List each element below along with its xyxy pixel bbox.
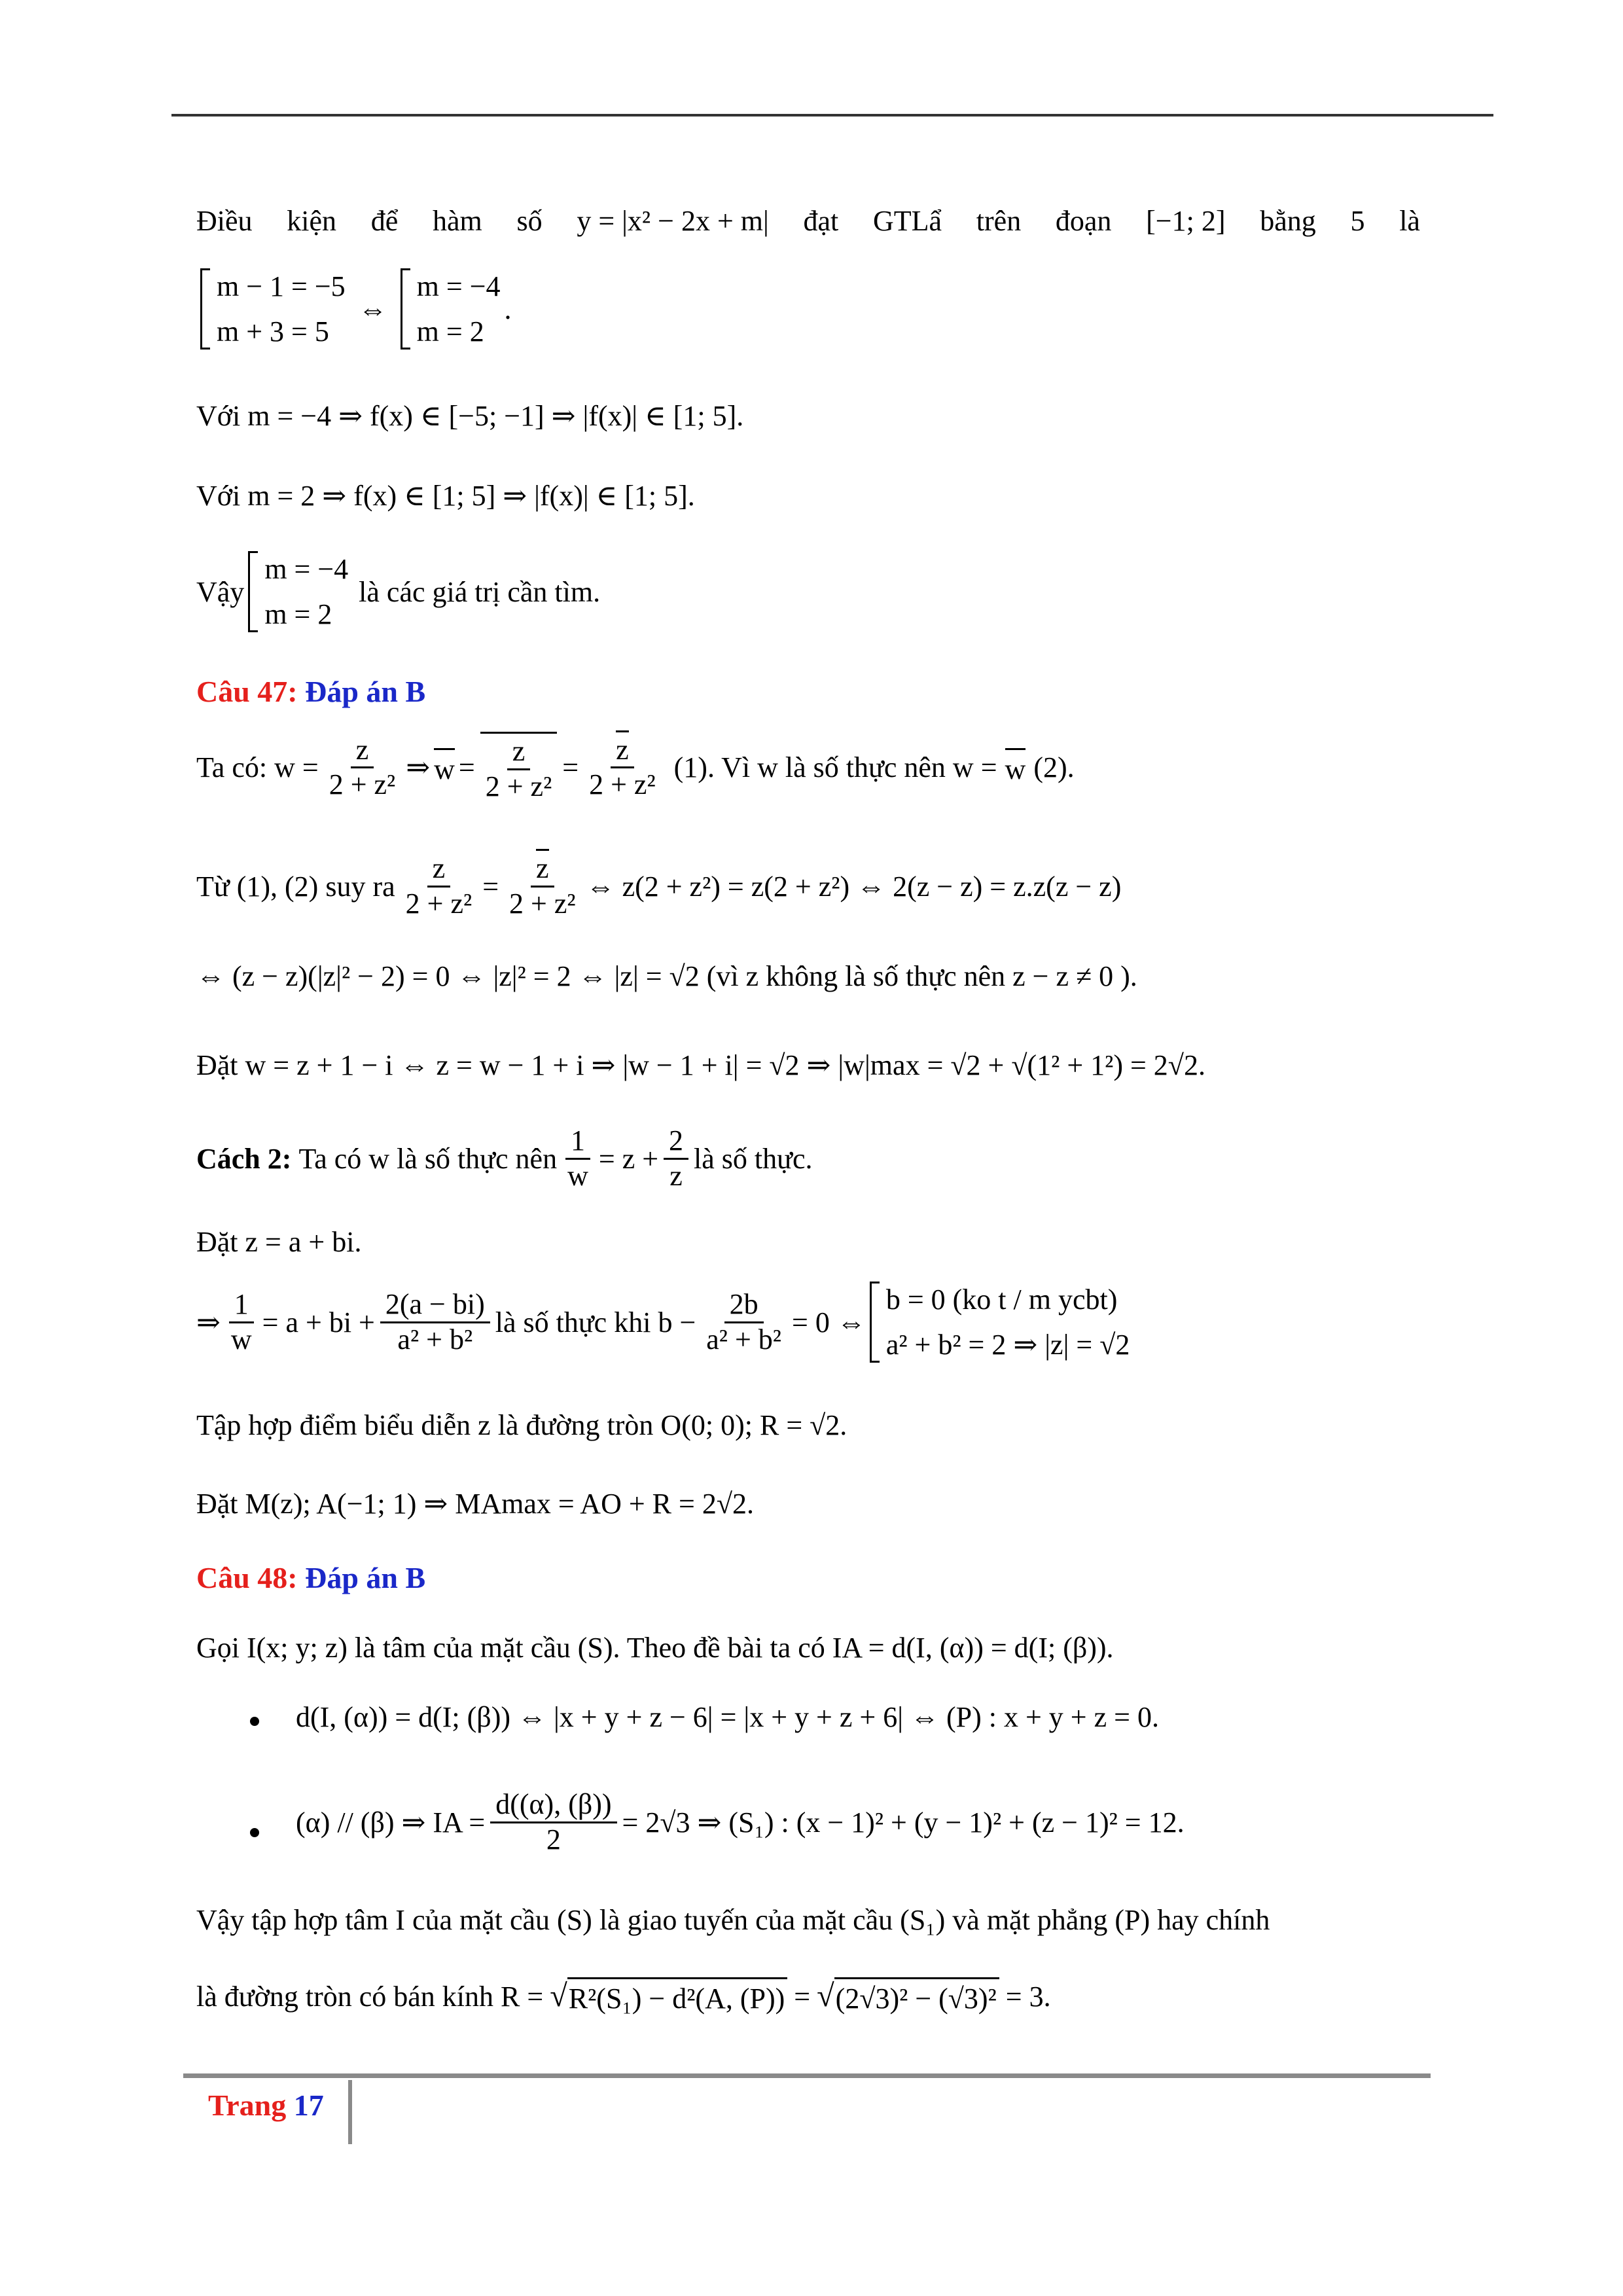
case-row: m = 2 [264,598,332,630]
line-case-m-minus-4: Với m = −4 ⇒ f(x) ∈ [−5; −1] ⇒ |f(x)| ∈ [1; 5]. [196,400,744,432]
text: = 2√3 ⇒ (S₁) : (x − 1)² + (y − 1)² + (z − 1)² = 12. [622,1806,1185,1839]
line-goi-i: Gọi I(x; y; z) là tâm của mặt cầu (S). Theo đề bài ta có IA = d(I, (α)) = d(I; (β)). [196,1632,1114,1664]
word: 5 [1350,205,1365,237]
fraction: $\frac{z}{\text{2 + z²}}$ [405,852,473,920]
formula: y = |x² − 2x + m| [577,205,769,237]
line-cach-2 [196,1124,813,1193]
fraction-conjugate: $\frac{z}{\text{2 + z²}}$ [480,732,558,803]
fraction: $\frac{d((\alpha), (\beta))}{2}$ [490,1788,616,1856]
word: số [516,205,543,237]
interval: [−1; 2] [1146,205,1226,237]
bullet-item-distance: d(I, (α)) = d(I; (β)) ⇔ |x + y + z − 6| = |x + y + z + 6| ⇔ (P) : x + y + z = 0. [296,1701,1159,1733]
case-row: b = 0 (ko t / m ycbt) [885,1283,1118,1316]
line-tap-hop: Tập hợp điểm biểu diễn z là đường tròn O(0; 0); R = √2. [196,1409,847,1441]
case-row: m + 3 = 5 [217,315,329,348]
answer-label: Đáp án B [305,675,426,708]
word: là [1399,205,1420,237]
case-bracket [248,551,348,632]
fraction: $\frac{z}{\text{2 + z²}}$ [329,733,396,801]
text: (2). [1033,751,1075,784]
word: Vậy [196,575,245,608]
word: đạt [803,205,839,237]
equivalence: ⇔ [358,293,387,325]
bottom-rule [183,2073,1431,2078]
square-root: √ (2√3)² − (√3)² [817,1977,999,2017]
bullet-item-parallel [296,1788,1185,1856]
word: GTLẩ [873,205,942,237]
case-line [196,268,512,350]
question-number: Câu 48: [196,1561,298,1594]
bullet [250,1717,259,1726]
conjugate-w: w [434,748,455,787]
method-label: Cách 2: [196,1142,292,1175]
paragraph-condition [196,203,1420,239]
implies: ⇒ [406,751,431,784]
text: là các giá trị cần tìm. [359,575,601,608]
word: Điều [196,205,253,237]
word: bằng [1260,205,1316,237]
case-row: m = −4 [264,553,349,585]
line-dat-z: Đặt z = a + bi. [196,1226,362,1258]
line-case-m-2: Với m = 2 ⇒ f(x) ∈ [1; 5] ⇒ |f(x)| ∈ [1; 5]. [196,480,695,512]
conclusion-line [196,551,600,632]
fraction: $\frac{2(a - bi)}{\text{a² + b²}}$ [380,1288,490,1356]
word: hàm [432,205,482,237]
fraction: $\frac{2b}{\text{a² + b²}}$ [706,1287,781,1355]
question-48-heading [196,1559,425,1597]
text: = 0 ⇔ [792,1306,866,1338]
footer-label: Trang [208,2089,287,2122]
text: là đường tròn có bán kính R = [196,1980,544,2013]
word: kiện [287,205,337,237]
text: = z + [598,1142,659,1175]
word: trên [976,205,1022,237]
period: . [504,293,512,325]
equals: = [482,870,499,903]
square-root: √ R²(S₁) − d²(A, (P)) [550,1977,787,2017]
footer-divider [348,2080,352,2144]
case-bracket [401,268,501,350]
text: Ta có w là số thực nên [298,1142,558,1175]
text: (1). Vì w là số thực nên w = [673,751,997,784]
question-47-heading [196,673,425,711]
text: ⇔ z(2 + z²) = z(2 + z²) ⇔ 2(z − z) = z.z(z − z) [586,870,1122,903]
fraction: $\frac{1}{w}$ [562,1124,594,1193]
question-number: Câu 47: [196,675,298,708]
text: = 3. [1005,1980,1051,2013]
equals: = [794,1980,811,2013]
case-bracket [870,1282,1130,1363]
line-modulus: ⇔ (z − z)(|z|² − 2) = 0 ⇔ |z|² = 2 ⇔ |z| = √2 (vì z không là số thực nên z − z ≠ 0 ). [196,960,1137,992]
line-dat-w: Đặt w = z + 1 − i ⇔ z = w − 1 + i ⇒ |w − 1 + i| = √2 ⇒ |w|max = √2 + √(1² + 1²) = 2√2. [196,1049,1205,1081]
answer-label: Đáp án B [305,1561,426,1594]
line-conclusion: Vậy tập hợp tâm I của mặt cầu (S) là giao tuyến của mặt cầu (S₁) và mặt phẳng (P) hay chính [196,1904,1270,1936]
text: là số thực. [694,1142,813,1175]
equals: = [562,751,579,784]
equals: = [458,751,475,784]
fraction: $\frac{2}{z}$ [664,1124,688,1193]
text: Từ (1), (2) suy ra [196,870,395,903]
fraction: $\frac{1}{w}$ [226,1288,257,1356]
top-rule [171,114,1493,117]
page-footer [208,2088,324,2123]
line-tu-1-2 [196,852,1121,920]
implies: ⇒ [196,1306,221,1338]
line-ta-co [196,732,1075,803]
word: đoạn [1055,205,1112,237]
case-bracket [200,268,346,350]
bullet [250,1828,259,1837]
text: = a + bi + [262,1306,375,1338]
case-row: m − 1 = −5 [217,270,346,302]
word: để [370,205,399,237]
line-dat-m: Đặt M(z); A(−1; 1) ⇒ MAmax = AO + R = 2√2. [196,1488,754,1520]
text: (α) // (β) ⇒ IA = [296,1806,486,1839]
page-number: 17 [293,2089,324,2122]
case-row: m = 2 [416,315,484,348]
line-so-thuc [196,1282,1133,1363]
case-row: a² + b² = 2 ⇒ |z| = √2 [885,1329,1130,1361]
text: là số thực khi b − [495,1306,696,1338]
case-row: m = −4 [416,270,501,302]
fraction: $\frac{z}{\text{2 + z²}}$ [584,734,661,802]
text: Ta có: w = [196,751,319,784]
line-radius [196,1977,1051,2017]
conjugate-w: w [1005,748,1026,787]
fraction: $\frac{z}{\text{2 + z²}}$ [504,852,581,920]
